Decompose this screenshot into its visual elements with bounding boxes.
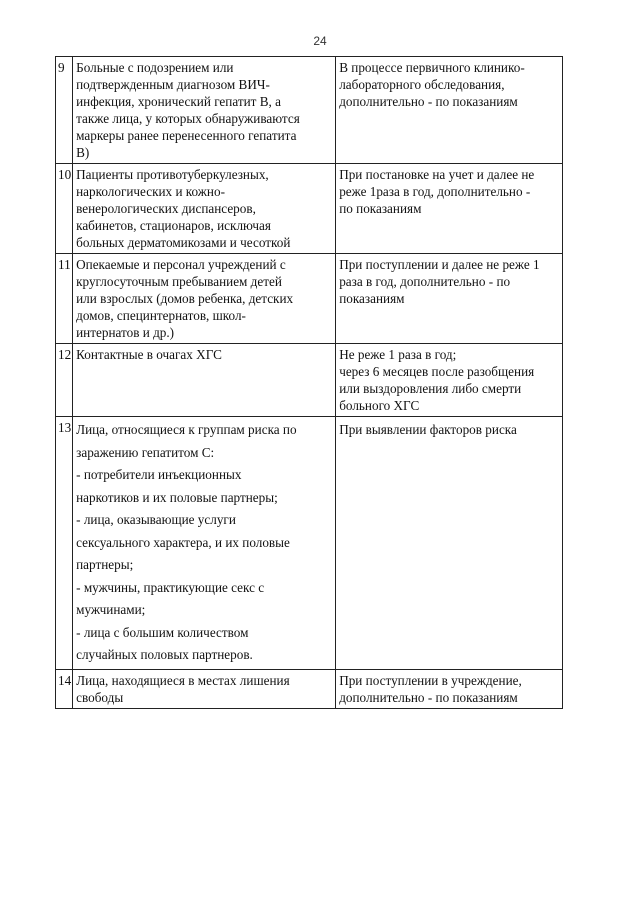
timing-cell xyxy=(336,417,563,670)
cell-line: При постановке на учет и далее не xyxy=(339,167,535,182)
cell-line: случайных половых партнеров. xyxy=(76,647,253,662)
cell-line: больного ХГС xyxy=(339,398,420,413)
row-number: 11 xyxy=(56,254,73,344)
cell-line: заражению гепатитом С: xyxy=(76,444,215,460)
timing-cell xyxy=(336,669,563,708)
cell-line: Пациенты противотуберкулезных, xyxy=(76,167,269,182)
cell-line: лабораторного обследования, xyxy=(339,77,505,92)
cell-line: Не реже 1 раза в год; xyxy=(339,347,457,362)
cell-line: или взрослых (домов ребенка, детских xyxy=(76,291,294,306)
table-row xyxy=(56,254,563,344)
cell-line: В процессе первичного клинико- xyxy=(339,60,525,75)
cell-line: сексуального характера, и их половые xyxy=(76,534,290,550)
cell-line: наркотиков и их половые партнеры; xyxy=(76,489,278,505)
cell-line: также лица, у которых обнаруживаются xyxy=(76,111,300,126)
cell-line: подтвержденным диагнозом ВИЧ- xyxy=(76,77,270,92)
cell-line: больных дерматомикозами и чесоткой xyxy=(76,235,291,250)
row-number: 14 xyxy=(56,669,73,708)
cell-line: - лица, оказывающие услуги xyxy=(76,512,236,527)
cell-line: венерологических диспансеров, xyxy=(76,201,256,216)
table-row xyxy=(56,344,563,417)
row-number: 9 xyxy=(56,57,73,164)
cell-line: интернатов и др.) xyxy=(76,325,175,340)
row-number: 10 xyxy=(56,164,73,254)
cell-line: показаниям xyxy=(339,291,405,306)
population-cell xyxy=(73,417,336,670)
cell-line: партнеры; xyxy=(76,557,134,572)
cell-line: - потребители инъекционных xyxy=(76,467,242,482)
cell-line: Опекаемые и персонал учреждений с xyxy=(76,257,286,272)
cell-line: инфекция, хронический гепатит В, а xyxy=(76,94,281,109)
cell-line: дополнительно - по показаниям xyxy=(339,689,518,705)
population-cell xyxy=(73,669,336,708)
cell-line: Контактные в очагах ХГС xyxy=(76,347,222,362)
timing-cell xyxy=(336,57,563,164)
timing-cell xyxy=(336,344,563,417)
table-row xyxy=(56,417,563,670)
cell-line: или выздоровления либо смерти xyxy=(339,381,522,396)
table-row xyxy=(56,57,563,164)
cell-line: - мужчины, практикующие секс с xyxy=(76,579,265,595)
cell-line: реже 1раза в год, дополнительно - xyxy=(339,184,531,199)
cell-line: наркологических и кожно- xyxy=(76,184,225,199)
cell-line: Больные с подозрением или xyxy=(76,60,234,75)
timing-cell xyxy=(336,254,563,344)
cell-line: дополнительно - по показаниям xyxy=(339,94,518,109)
population-cell xyxy=(73,57,336,164)
cell-line: В) xyxy=(76,145,90,160)
cell-line: - лица с большим количеством xyxy=(76,624,249,640)
cell-line: свободы xyxy=(76,689,124,705)
row-number: 12 xyxy=(56,344,73,417)
cell-line: маркеры ранее перенесенного гепатита xyxy=(76,128,297,143)
cell-line: мужчинами; xyxy=(76,602,146,617)
population-cell xyxy=(73,164,336,254)
cell-line: кабинетов, стационаров, исключая xyxy=(76,218,271,233)
cell-line: по показаниям xyxy=(339,201,422,216)
population-cell xyxy=(73,254,336,344)
cell-line: раза в год, дополнительно - по xyxy=(339,274,511,289)
cell-line: через 6 месяцев после разобщения xyxy=(339,364,535,379)
cell-line: круглосуточным пребыванием детей xyxy=(76,274,282,289)
page-number: 24 xyxy=(313,34,327,48)
screening-table xyxy=(55,56,563,709)
row-number: 13 xyxy=(56,417,73,670)
population-cell xyxy=(73,344,336,417)
timing-cell xyxy=(336,164,563,254)
table-row xyxy=(56,164,563,254)
cell-line: При поступлении и далее не реже 1 xyxy=(339,257,540,272)
table-row xyxy=(56,669,563,708)
cell-line: Лица, относящиеся к группам риска по xyxy=(76,422,297,437)
cell-line: Лица, находящиеся в местах лишения xyxy=(76,672,290,688)
cell-line: домов, специнтернатов, школ- xyxy=(76,308,246,323)
cell-line: При поступлении в учреждение, xyxy=(339,672,522,688)
cell-line: При выявлении факторов риска xyxy=(339,422,517,437)
